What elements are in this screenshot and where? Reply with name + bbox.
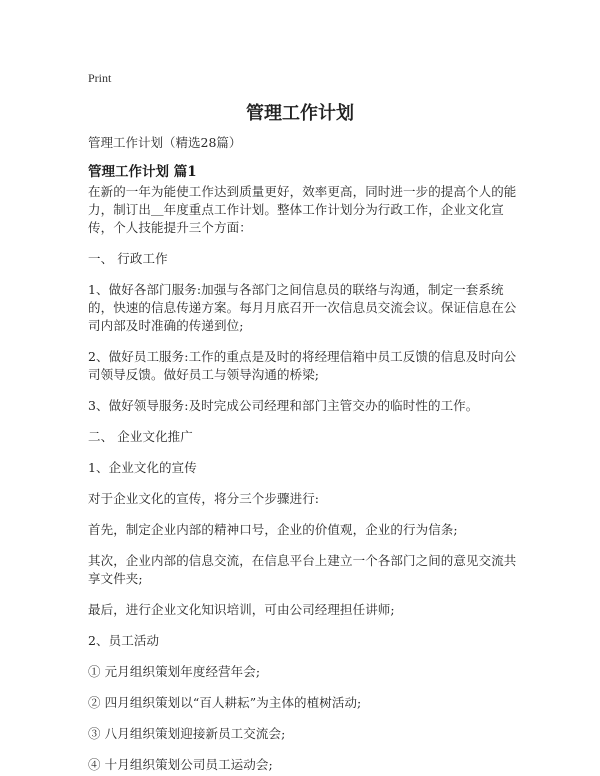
paragraph-three-steps: 对于企业文化的宣传，将分三个步骤进行: [88, 491, 320, 506]
paragraph-intro: 在新的一年为能使工作达到质量更好，效率更高，同时进一步的提高个人的能力，制订出＿年度重点工作计划。整体工作计划分为行政工作，企业文化宣传，个人技能提升三个方面： [88, 184, 517, 235]
list-item-january: ① 元月组织策划年度经营年会; [88, 664, 261, 679]
paragraph-dept-service: 1、做好各部门服务:加强与各部门之间信息员的联络与沟通，制定一套系统的，快速的信息传递方案。每月月底召开一次信息员交流会议。保证信息在公司内部及时准确的传递到位; [88, 282, 517, 333]
subheading-culture-publicity: 1、企业文化的宣传 [88, 460, 197, 475]
document-body [88, 183, 524, 776]
print-link[interactable]: Print [88, 71, 112, 85]
heading-admin-work: 一、 行政工作 [88, 251, 168, 266]
list-item-august: ③ 八月组织策划迎接新员工交流会; [88, 726, 286, 741]
section-heading: 管理工作计划 篇1 [88, 164, 197, 180]
subheading-staff-activities: 2、员工活动 [88, 633, 160, 648]
paragraph-leader-service: 3、做好领导服务:及时完成公司经理和部门主管交办的临时性的工作。 [88, 398, 479, 413]
document-title: 管理工作计划 [246, 103, 354, 124]
list-item-october: ④ 十月组织策划公司员工运动会; [88, 757, 273, 772]
paragraph-second-step: 其次，企业内部的信息交流，在信息平台上建立一个各部门之间的意见交流共享文件夹; [88, 553, 517, 586]
list-item-april: ② 四月组织策划以“百人耕耘”为主体的植树活动; [88, 695, 362, 710]
heading-culture-promotion: 二、 企业文化推广 [88, 429, 193, 444]
document-subtitle: 管理工作计划（精选28篇） [88, 135, 242, 150]
paragraph-first-step: 首先，制定企业内部的精神口号，企业的价值观，企业的行为信条; [88, 522, 458, 537]
paragraph-staff-service: 2、做好员工服务:工作的重点是及时的将经理信箱中员工反馈的信息及时向公司领导反馈。做好员工与领导沟通的桥梁; [88, 349, 517, 382]
paragraph-third-step: 最后，进行企业文化知识培训，可由公司经理担任讲师; [88, 602, 395, 617]
